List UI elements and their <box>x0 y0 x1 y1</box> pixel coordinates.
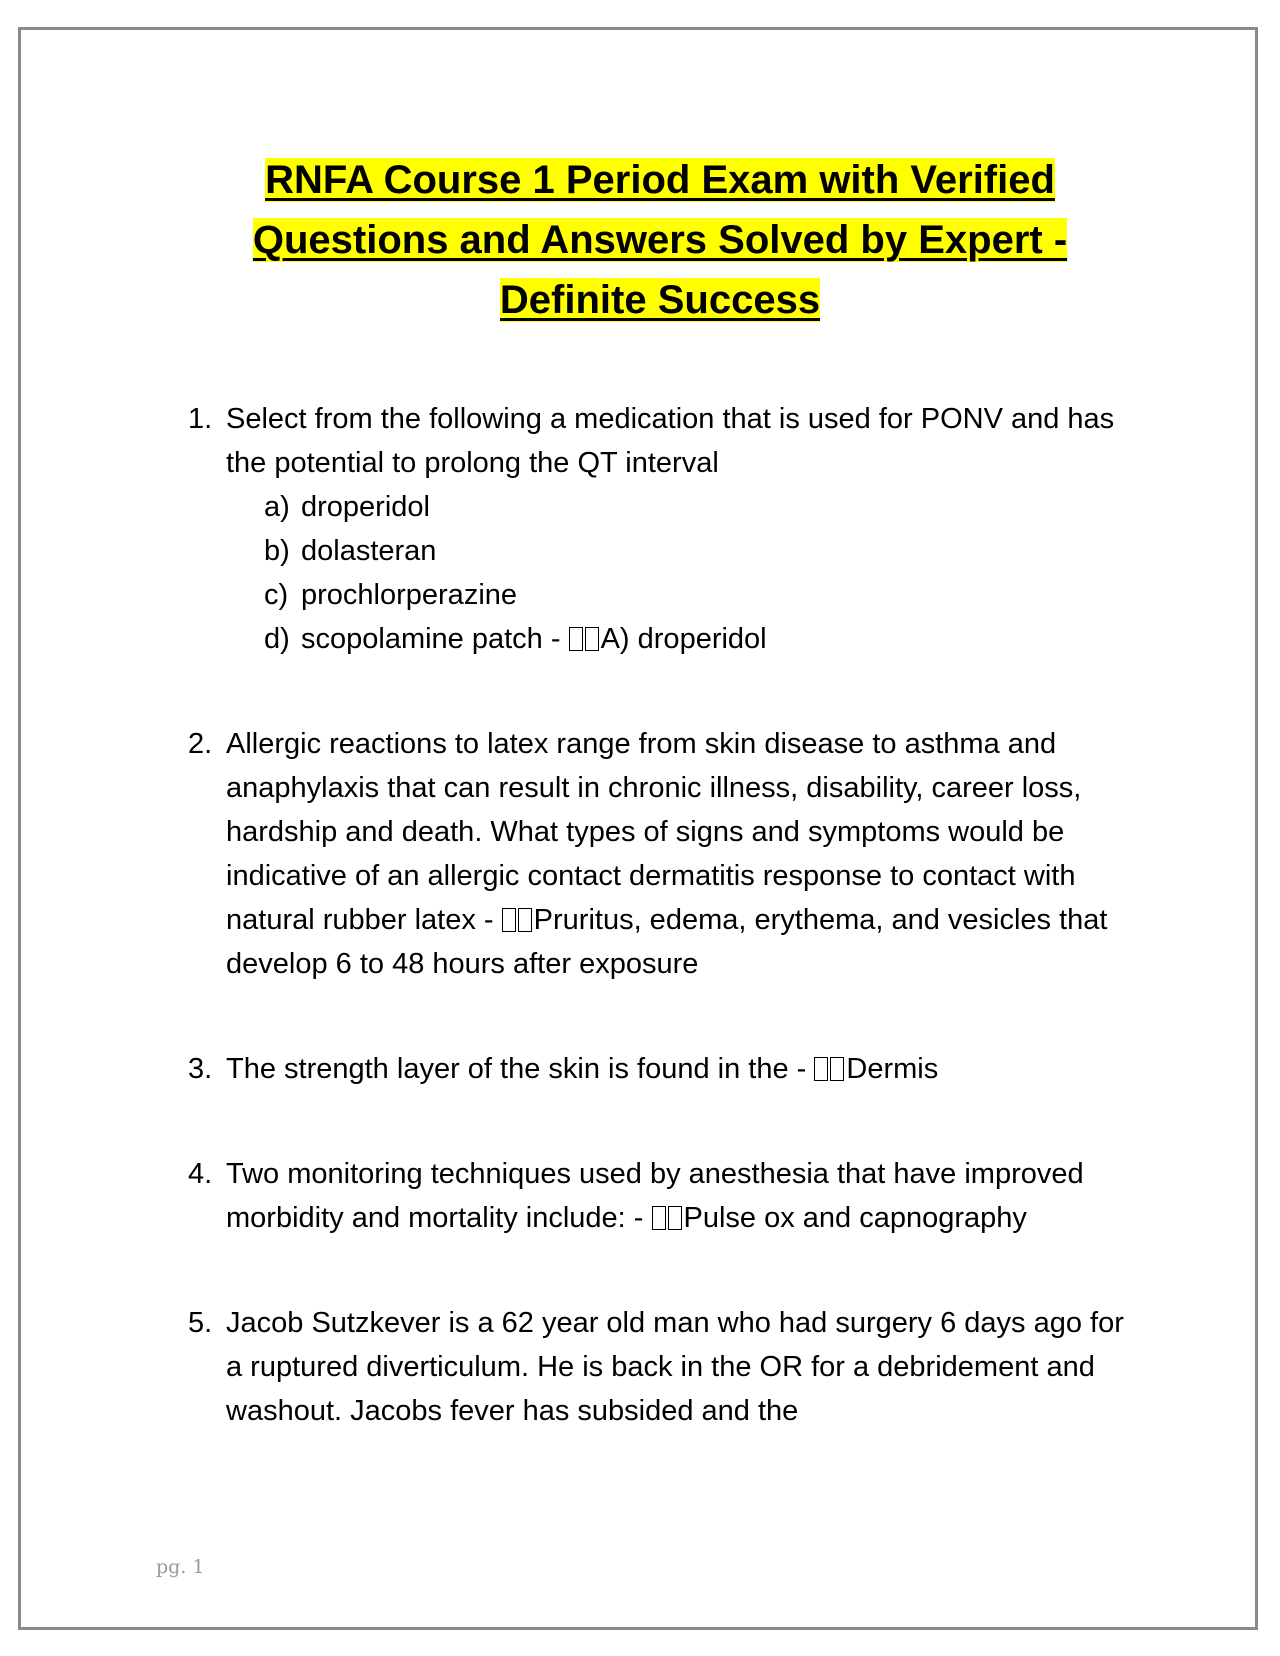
question-number: 3. <box>188 1053 213 1085</box>
missing-glyph-icon <box>814 1057 828 1081</box>
question-number: 4. <box>188 1158 213 1190</box>
question-stem: Jacob Sutzkever is a 62 year old man who had surgery 6 days ago for a ruptured diverticulum. He is back in the OR for a debridement and washout. Jacobs fever has subsided and the <box>226 1307 1124 1427</box>
question-1 <box>188 397 1128 661</box>
option-text: scopolamine patch - <box>301 623 569 655</box>
answer-text: Dermis <box>846 1053 939 1085</box>
question-2 <box>188 722 1128 986</box>
document-title <box>230 150 1090 330</box>
answer-text: A) droperidol <box>600 623 767 655</box>
question-number: 5. <box>188 1307 213 1339</box>
question-list <box>188 397 1128 1494</box>
option-d <box>226 617 1128 661</box>
question-5 <box>188 1301 1128 1433</box>
option-text: droperidol <box>301 491 430 523</box>
missing-glyph-icon <box>652 1206 666 1230</box>
option-a <box>226 485 1128 529</box>
question-body <box>226 1152 1128 1240</box>
question-stem: Two monitoring techniques used by anesthesia that have improved morbidity and mortality include: - <box>226 1158 1084 1234</box>
missing-glyph-icon <box>518 908 532 932</box>
question-stem: Allergic reactions to latex range from skin disease to asthma and anaphylaxis that can result in chronic illness, disability, career loss, hardship and death. What types of signs and symptoms would be indicative of an allergic contact dermatitis response to contact with natural rubber latex - <box>226 728 1082 936</box>
answer-text: Pruritus, edema, erythema, and vesicles that develop 6 to 48 hours after exposure <box>226 904 1108 980</box>
option-letter: d) <box>264 623 290 655</box>
missing-glyph-icon <box>585 627 599 651</box>
missing-glyph-icon <box>502 908 516 932</box>
title-line-3: Definite Success <box>499 278 821 322</box>
option-text: prochlorperazine <box>301 579 518 611</box>
option-letter: a) <box>264 491 290 523</box>
title-line-2: Questions and Answers Solved by Expert - <box>252 218 1068 262</box>
question-3 <box>188 1047 1128 1091</box>
option-letter: b) <box>264 535 290 567</box>
question-body <box>226 722 1128 986</box>
question-number: 1. <box>188 403 213 435</box>
option-text: dolasteran <box>301 535 437 567</box>
question-body <box>226 1047 1128 1091</box>
answer-text: Pulse ox and capnography <box>683 1202 1027 1234</box>
option-letter: c) <box>264 579 289 611</box>
option-list <box>226 485 1128 661</box>
title-line-1: RNFA Course 1 Period Exam with Verified <box>265 158 1055 202</box>
option-b <box>226 529 1128 573</box>
question-stem: Select from the following a medication that is used for PONV and has the potential to prolong the QT interval <box>226 403 1115 479</box>
page-number: pg. 1 <box>156 1556 205 1578</box>
missing-glyph-icon <box>830 1057 844 1081</box>
question-number: 2. <box>188 728 213 760</box>
option-c <box>226 573 1128 617</box>
question-stem: The strength layer of the skin is found in the - <box>226 1053 815 1085</box>
missing-glyph-icon <box>668 1206 682 1230</box>
question-4 <box>188 1152 1128 1240</box>
missing-glyph-icon <box>569 627 583 651</box>
